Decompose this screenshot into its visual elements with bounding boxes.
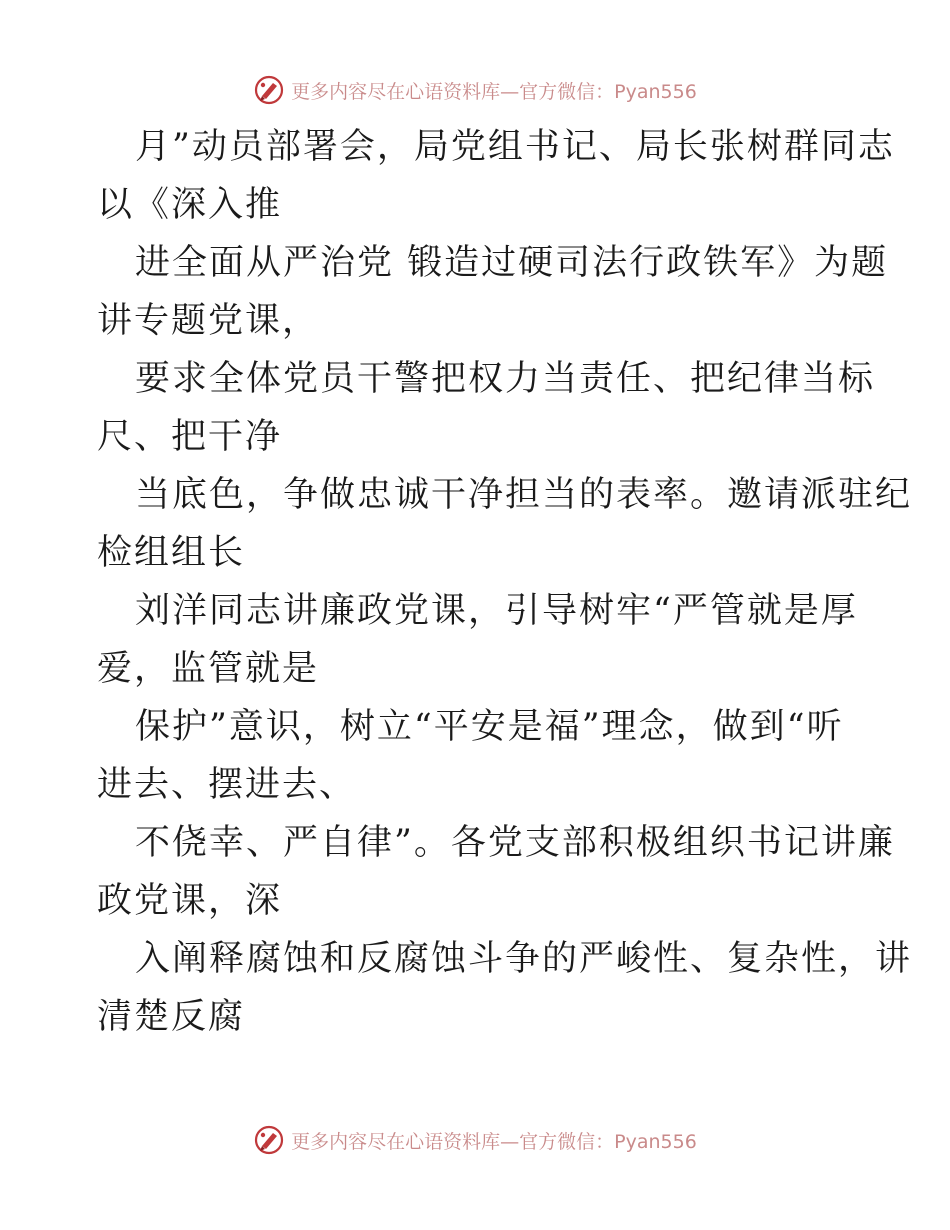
- text-line-11: 保护”意识，树立“平安是福”理念，做到“听: [135, 707, 844, 747]
- pen-logo-icon: [253, 1124, 285, 1156]
- text-line-5: 要求全体党员干警把权力当责任、把纪律当标: [135, 359, 876, 399]
- text-line-15: 入阐释腐蚀和反腐蚀斗争的严峻性、复杂性，讲: [135, 939, 913, 979]
- watermark-dash: —: [500, 80, 520, 103]
- text-line-13: 不侥幸、严自律”。各党支部积极组织书记讲廉: [135, 823, 895, 863]
- text-line-3: 进全面从严治党 锻造过硬司法行政铁军》为题: [135, 243, 889, 283]
- watermark-dash: —: [500, 1130, 520, 1153]
- watermark-wechat-text: 官方微信：Pyan556: [519, 1130, 697, 1153]
- text-line-1: 月”动员部署会，局党组书记、局长张树群同志: [135, 127, 895, 167]
- pen-logo-icon: [253, 74, 285, 106]
- text-line-4: 讲专题党课，: [97, 301, 320, 341]
- watermark-text: [291, 77, 697, 104]
- text-line-8: 检组组长: [97, 533, 246, 573]
- text-line-6: 尺、把干净: [97, 417, 283, 457]
- header-watermark-banner: [0, 70, 950, 110]
- text-line-9: 刘洋同志讲廉政党课，引导树牢“严管就是厚: [135, 591, 858, 631]
- footer-watermark-banner: [0, 1120, 950, 1160]
- text-line-16: 清楚反腐: [97, 997, 246, 1037]
- watermark-text: [291, 1127, 697, 1154]
- watermark-main-text: 更多内容尽在心语资料库: [291, 80, 501, 103]
- text-line-2: 以《深入推: [97, 185, 283, 225]
- text-line-10: 爱，监管就是: [97, 649, 320, 689]
- watermark-wechat-text: 官方微信：Pyan556: [519, 80, 697, 103]
- text-line-7: 当底色，争做忠诚干净担当的表率。邀请派驻纪: [135, 475, 913, 515]
- text-line-12: 进去、摆进去、: [97, 765, 357, 805]
- watermark-main-text: 更多内容尽在心语资料库: [291, 1130, 501, 1153]
- text-line-14: 政党课，深: [97, 881, 283, 921]
- document-body: [97, 118, 913, 1046]
